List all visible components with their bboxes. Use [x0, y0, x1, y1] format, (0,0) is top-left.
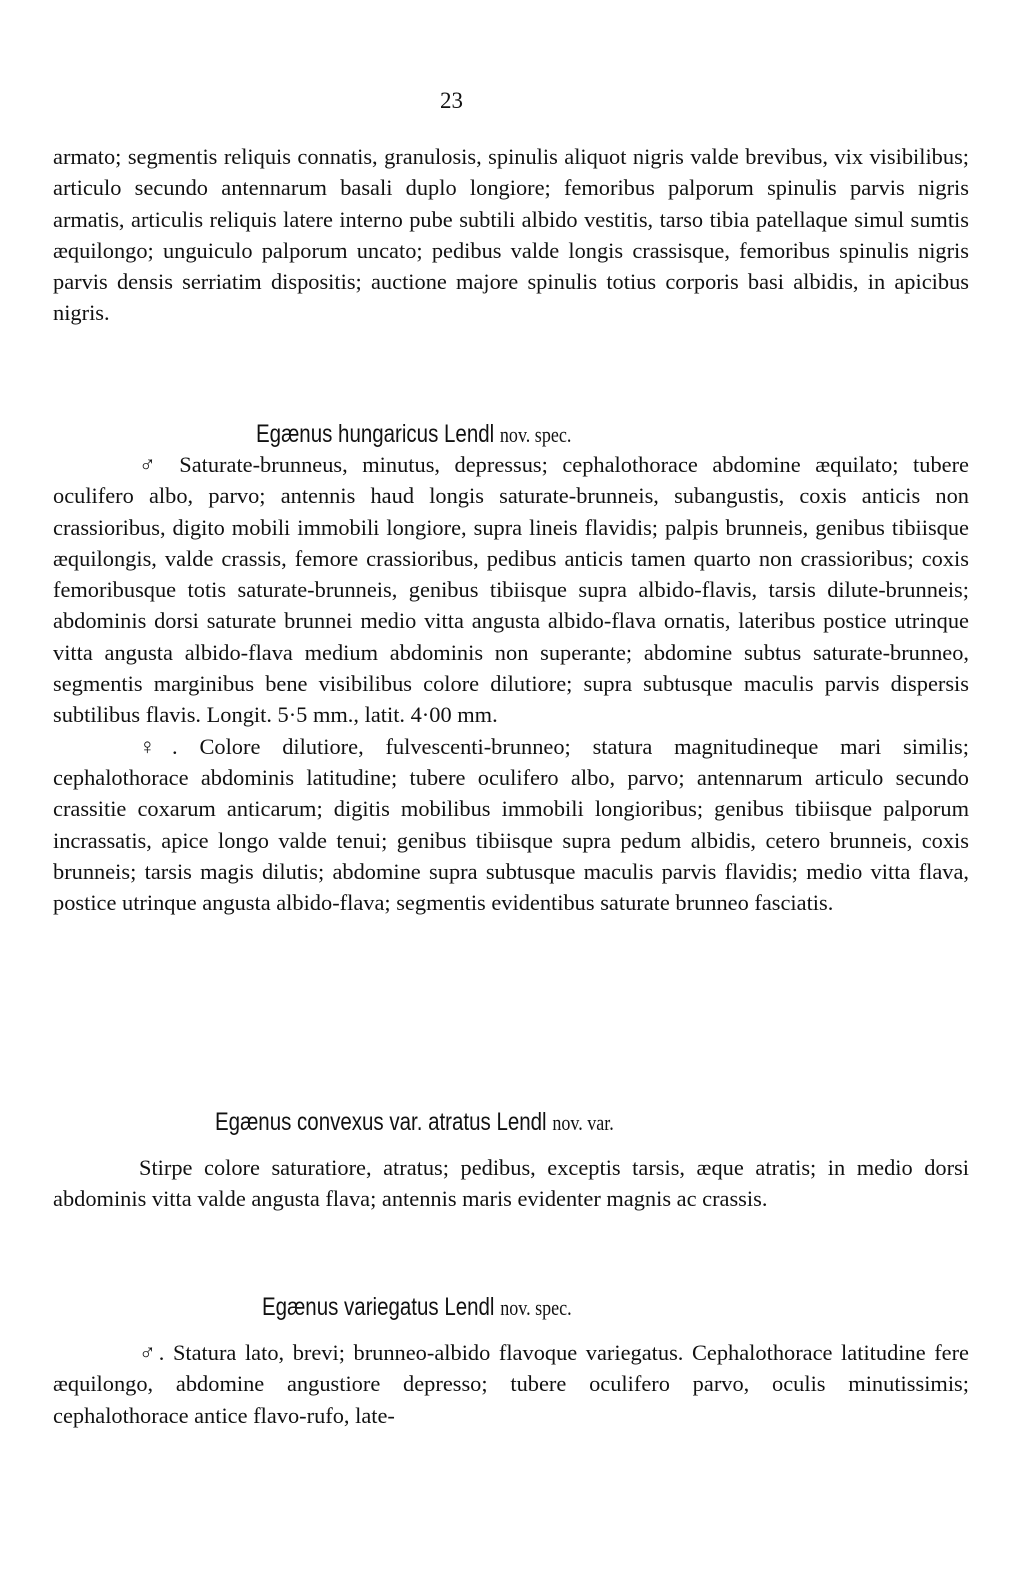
description-block-hungaricus — [53, 449, 969, 918]
description-block-convexus — [53, 1152, 969, 1215]
male-description: ♂ Saturate-brunneus, minutus, depressus; cephalothorace abdomine æquilato; tubere oculifero albo, parvo; antennis haud longis saturate-brunneis, subangustis, coxis anticis non crassioribus, digito mobili immobili longiore, supra lineis flavidis; palpis brunneis, genibus tibiisque æquilongis, valde crassis, femore crassioribus, pedibus anticis tamen quarto non crassioribus; coxis femoribusque totis saturate-brunneis, genibus tibiisque supra albido-flavis, tarsis dilute-brunneis; abdominis dorsi saturate brunnei medio vitta angusta albido-flava ornatis, lateribus postice utrinque vitta angusta albido-flava medium abdominis non superante; abdomine subtus saturate-brunneo, segmentis marginibus bene visibilibus colore dilutiore; supra subtusque maculis parvis dispersis subtilibus flavis. Longit. 5·5 mm., latit. 4·00 mm. — [53, 452, 969, 728]
species-suffix: nov. spec. — [499, 422, 572, 447]
species-suffix: nov. spec. — [500, 1295, 572, 1320]
variety-description: Stirpe colore saturatiore, atratus; pedibus, exceptis tarsis, æque atratis; in medio dorsi abdominis vitta valde angusta flava; antennis maris evidenter magnis ac crassis. — [53, 1155, 969, 1212]
intro-paragraph: armato; segmentis reliquis connatis, granulosis, spinulis aliquot nigris valde brevibus, vix visibilibus; articulo secundo antennarum basali duplo longiore; femoribus palporum spinulis parvis nigris armatis, articulis reliquis latere interno pube subtili albido vestitis, tarso tibia patellaque simul sumtis æquilongo; unguiculo palporum uncato; pedibus valde longis crassisque, femoribus spinulis nigris parvis densis serriatim dispositis; auctione majore spinulis totius corporis basi albidis, in apicibus nigris. — [53, 144, 969, 326]
species-name: Egænus hungaricus Lendl — [256, 420, 495, 448]
species-suffix: nov. var. — [552, 1110, 614, 1135]
female-description: ♀. Colore dilutiore, fulvescenti-brunneo; statura magnitudineque mari similis; cephalothorace abdominis latitudine; tubere oculifero albo, parvo; antennarum articulo secundo crassitie coxarum anticarum; digitis mobilibus immobili longioribus; genibus tibiisque palporum incrassatis, apice longo valde tenui; genibus tibiisque supra pedum albidis, cetero brunneis, coxis brunneis; tarsis magis dilutis; abdomine supra subtusque maculis parvis flavidis; medio vitta flava, postice utrinque angusta albido-flava; segmentis evidentibus saturate brunneo fasciatis. — [53, 733, 969, 916]
intro-paragraph-block — [53, 141, 969, 329]
male-description: ♂. Statura lato, brevi; brunneo-albido flavoque variegatus. Cephalothorace latitudine fere æquilongo, abdomine angustiore depresso; tubere oculifero parvo, oculis minutissimis; cephalothorace antice flavo-rufo, late- — [53, 1340, 969, 1428]
section-heading-hungaricus — [256, 420, 571, 449]
section-heading-convexus — [215, 1108, 614, 1137]
species-name: Egænus variegatus Lendl — [262, 1293, 495, 1321]
page-number: 23 — [440, 88, 463, 113]
section-heading-variegatus — [262, 1293, 572, 1322]
description-block-variegatus — [53, 1337, 969, 1431]
species-name: Egænus convexus var. atratus Lendl — [215, 1108, 547, 1136]
